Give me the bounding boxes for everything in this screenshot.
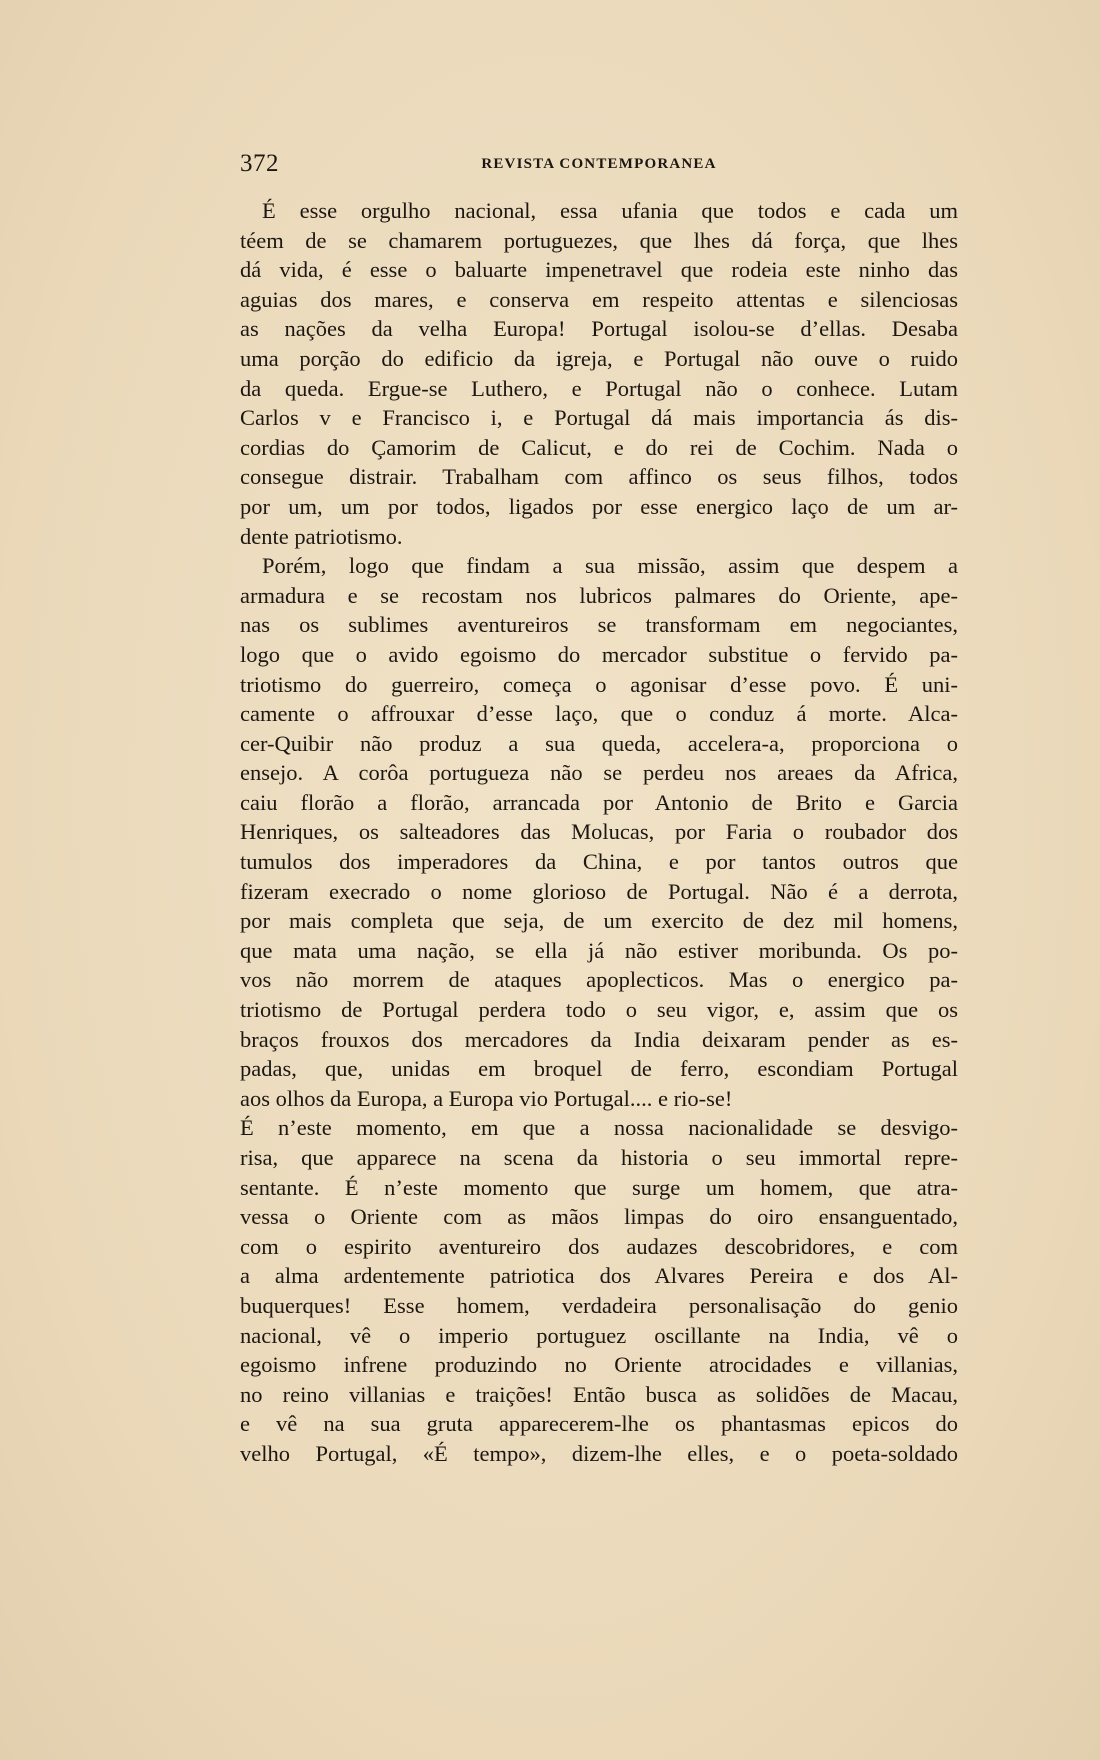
text-line: camente o affrouxar d’esse laço, que o conduz á morte. Alca- xyxy=(240,701,958,727)
text-line: risa, que apparece na scena da historia o seu immortal repre- xyxy=(240,1145,958,1170)
text-line: aguias dos mares, e conserva em respeito attentas e silenciosas xyxy=(240,286,958,312)
text-line: cordias do Çamorim de Calicut, e do rei de Cochim. Nada o xyxy=(240,434,958,460)
text-line: padas, que, unidas em broquel de ferro, escondiam Portugal xyxy=(240,1056,958,1082)
text-line: egoismo infrene produzindo no Oriente atrocidades e villanias, xyxy=(240,1352,958,1378)
text-line: aos olhos da Europa, a Europa vio Portugal.... e rio-se! xyxy=(240,1085,733,1111)
page-number: 372 xyxy=(240,150,279,177)
text-line: velho Portugal, «É tempo», dizem-lhe elles, e o poeta-soldado xyxy=(240,1440,958,1466)
running-title: REVISTA CONTEMPORANEA xyxy=(481,156,717,172)
text-line: cer-Quibir não produz a sua queda, accelera-a, proporciona o xyxy=(240,730,958,756)
text-line: no reino villanias e traições! Então busca as solidões de Macau, xyxy=(240,1381,958,1407)
text-line: triotismo de Portugal perdera todo o seu vigor, e, assim que os xyxy=(240,997,958,1023)
text-line: ensejo. A corôa portugueza não se perdeu nos areaes da Africa, xyxy=(240,760,958,786)
text-line: sentante. É n’este momento que surge um homem, que atra- xyxy=(240,1174,958,1200)
text-line: tumulos dos imperadores da China, e por tantos outros que xyxy=(240,849,958,875)
text-line: caiu florão a florão, arrancada por Antonio de Brito e Garcia xyxy=(240,789,958,815)
text-line: e vê na sua gruta apparecerem-lhe os phantasmas epicos do xyxy=(240,1411,958,1437)
text-line: Porém, logo que findam a sua missão, assim que despem a xyxy=(262,553,958,579)
text-line: por mais completa que seja, de um exercito de dez mil homens, xyxy=(240,908,958,934)
text-line: uma porção do edificio da igreja, e Portugal não ouve o ruido xyxy=(240,345,958,371)
text-line: dente patriotismo. xyxy=(240,523,403,549)
text-line: nas os sublimes aventureiros se transformam em negociantes, xyxy=(240,612,958,638)
text-line: É n’este momento, em que a nossa nacionalidade se desvigo- xyxy=(240,1115,958,1141)
text-line: da queda. Ergue-se Luthero, e Portugal não o conhece. Lutam xyxy=(240,375,958,401)
text-line: a alma ardentemente patriotica dos Alvares Pereira e dos Al- xyxy=(240,1263,958,1289)
text-line: Henriques, os salteadores das Molucas, por Faria o roubador dos xyxy=(240,819,958,845)
page-header xyxy=(240,150,958,180)
text-line: É esse orgulho nacional, essa ufania que todos e cada um xyxy=(262,198,958,223)
text-line: téem de se chamarem portuguezes, que lhes dá força, que lhes xyxy=(240,227,958,253)
body-text xyxy=(240,196,958,1469)
text-line: por um, um por todos, ligados por esse energico laço de um ar- xyxy=(240,493,958,519)
text-line: com o espirito aventureiro dos audazes descobridores, e com xyxy=(240,1233,958,1259)
paragraph xyxy=(240,196,958,551)
text-line: armadura e se recostam nos lubricos palmares do Oriente, ape- xyxy=(240,582,958,608)
text-line: Carlos v e Francisco i, e Portugal dá mais importancia ás dis- xyxy=(240,405,958,431)
text-line: logo que o avido egoismo do mercador substitue o fervido pa- xyxy=(240,641,958,667)
text-line: vessa o Oriente com as mãos limpas do oiro ensanguentado, xyxy=(240,1204,958,1230)
text-line: buquerques! Esse homem, verdadeira personalisação do genio xyxy=(240,1292,958,1318)
text-line: as nações da velha Europa! Portugal isolou-se d’ellas. Desaba xyxy=(240,316,958,342)
text-line: consegue distrair. Trabalham com affinco os seus filhos, todos xyxy=(240,464,958,490)
paragraph xyxy=(240,551,958,1113)
text-line: vos não morrem de ataques apoplecticos. Mas o energico pa- xyxy=(240,967,958,993)
text-line: braços frouxos dos mercadores da India deixaram pender as es- xyxy=(240,1026,958,1052)
text-line: fizeram execrado o nome glorioso de Portugal. Não é a derrota, xyxy=(240,878,958,904)
text-line: triotismo do guerreiro, começa o agonisar d’esse povo. É uni- xyxy=(240,671,958,697)
text-line: dá vida, é esse o baluarte impenetravel que rodeia este ninho das xyxy=(240,257,958,283)
text-line: nacional, vê o imperio portuguez oscillante na India, vê o xyxy=(240,1322,958,1348)
text-line: que mata uma nação, se ella já não estiver moribunda. Os po- xyxy=(240,937,958,963)
paragraph xyxy=(240,1113,958,1468)
